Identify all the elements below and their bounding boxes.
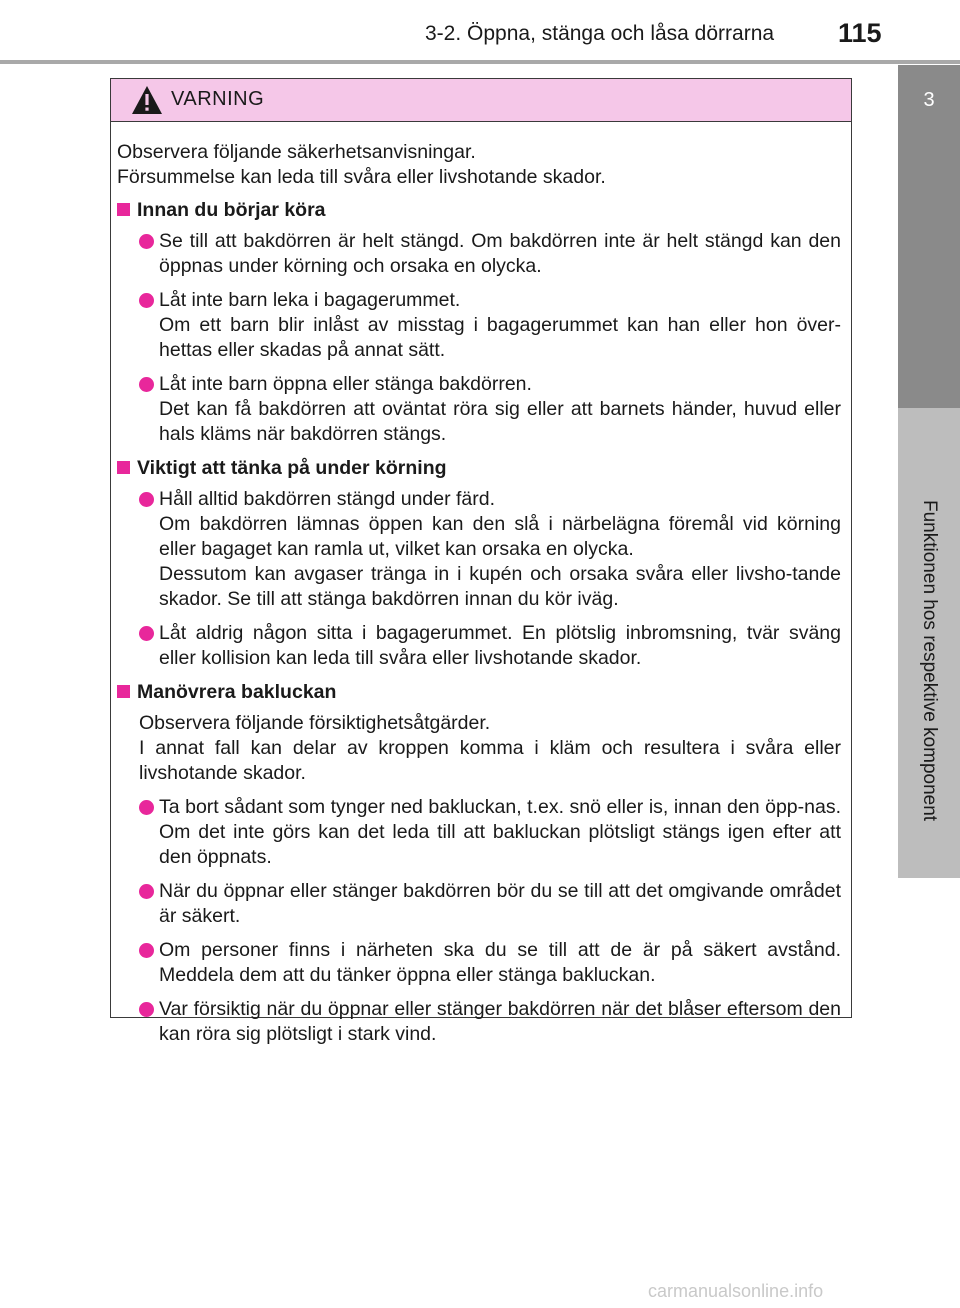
circle-bullet-icon: [139, 234, 154, 249]
section-heading: [117, 456, 841, 481]
list-item-text: Det kan få bakdörren att oväntat röra sig eller att barnets händer, huvud eller hals kläms när bakdörren stängs.: [159, 398, 841, 445]
warning-triangle-icon: [131, 85, 163, 115]
list-item-text: Låt aldrig någon sitta i bagagerummet. En plötslig inbromsning, tvär sväng eller kollision kan leda till svåra eller livshotande skador.: [159, 622, 841, 669]
warning-header: [111, 79, 851, 122]
section-heading: [117, 198, 841, 223]
section-note-line: I annat fall kan delar av kroppen komma i kläm och resultera i svåra eller livshotande skador.: [139, 737, 841, 784]
list-item-text: Håll alltid bakdörren stängd under färd.: [159, 488, 496, 510]
circle-bullet-icon: [139, 626, 154, 641]
list-item-text: Låt inte barn öppna eller stänga bakdörren.: [159, 373, 532, 395]
list-item-text: Dessutom kan avgaser tränga in i kupén och orsaka svåra eller livsho-tande skador. Se till att stänga bakdörren innan du kör iväg.: [159, 563, 841, 610]
list-item: [117, 997, 841, 1047]
warning-intro: [117, 140, 841, 190]
square-bullet-icon: [117, 685, 130, 698]
list-item-text: Se till att bakdörren är helt stängd. Om bakdörren inte är helt stängd kan den öppnas under körning och orsaka en olycka.: [159, 230, 841, 277]
list-item: [117, 487, 841, 612]
header-rule: [0, 60, 960, 64]
side-tab-chapter: [898, 65, 960, 408]
square-bullet-icon: [117, 461, 130, 474]
warning-title: VARNING: [171, 88, 265, 110]
list-item-text: Var försiktig när du öppnar eller stänger bakdörren när det blåser eftersom den kan röra sig plötsligt i stark vind.: [159, 998, 841, 1045]
section-heading-text: Viktigt att tänka på under körning: [137, 457, 447, 479]
circle-bullet-icon: [139, 943, 154, 958]
chapter-number: 3: [923, 89, 935, 111]
section-heading: [117, 680, 841, 705]
section-heading-text: Innan du börjar köra: [137, 199, 326, 221]
list-item-text: Ta bort sådant som tynger ned bakluckan, t.ex. snö eller is, innan den öpp-nas. Om det inte görs kan det leda till att bakluckan plötsligt stängs igen efter att den öppnats.: [159, 796, 841, 868]
side-tab-label: [898, 408, 960, 878]
list-item-text: När du öppnar eller stänger bakdörren bör du se till att det omgivande området är säkert.: [159, 880, 841, 927]
warning-box: [110, 78, 852, 1045]
square-bullet-icon: [117, 203, 130, 216]
circle-bullet-icon: [139, 1002, 154, 1017]
chapter-label-wrap: [918, 500, 940, 870]
warning-body: [111, 122, 851, 1047]
watermark: carmanualsonline.info: [648, 1281, 824, 1301]
circle-bullet-icon: [139, 293, 154, 308]
circle-bullet-icon: [139, 884, 154, 899]
intro-line: Försummelse kan leda till svåra eller livshotande skador.: [117, 166, 606, 188]
list-item: [117, 372, 841, 447]
section-heading-text: Manövrera bakluckan: [137, 681, 337, 703]
warning-sections: [117, 198, 841, 1047]
list-item-text: Om bakdörren lämnas öppen kan den slå i närbelägna föremål vid körning eller bagaget kan ramla ut, vilket kan orsaka en olycka.: [159, 513, 841, 560]
page-number: 115: [838, 18, 882, 48]
circle-bullet-icon: [139, 377, 154, 392]
section-title: 3-2. Öppna, stänga och låsa dörrarna: [425, 22, 775, 45]
list-item-text: Om ett barn blir inlåst av misstag i bagagerummet kan han eller hon över-hettas eller skadas på annat sätt.: [159, 314, 841, 361]
circle-bullet-icon: [139, 492, 154, 507]
chapter-label: Funktionen hos respektive komponent: [919, 500, 940, 822]
intro-line: Observera följande säkerhetsanvisningar.: [117, 141, 476, 163]
circle-bullet-icon: [139, 800, 154, 815]
list-item: [117, 621, 841, 671]
list-item-text: Låt inte barn leka i bagagerummet.: [159, 289, 461, 311]
list-item: [117, 938, 841, 988]
list-item: [117, 879, 841, 929]
section-note-line: Observera följande försiktighetsåtgärder.: [139, 712, 491, 734]
list-item: [117, 795, 841, 870]
section-note: [117, 711, 841, 786]
list-item-text: Om personer finns i närheten ska du se till att de är på säkert avstånd. Meddela dem att du tänker öppna eller stänga bakluckan.: [159, 939, 841, 986]
list-item: [117, 229, 841, 279]
list-item: [117, 288, 841, 363]
